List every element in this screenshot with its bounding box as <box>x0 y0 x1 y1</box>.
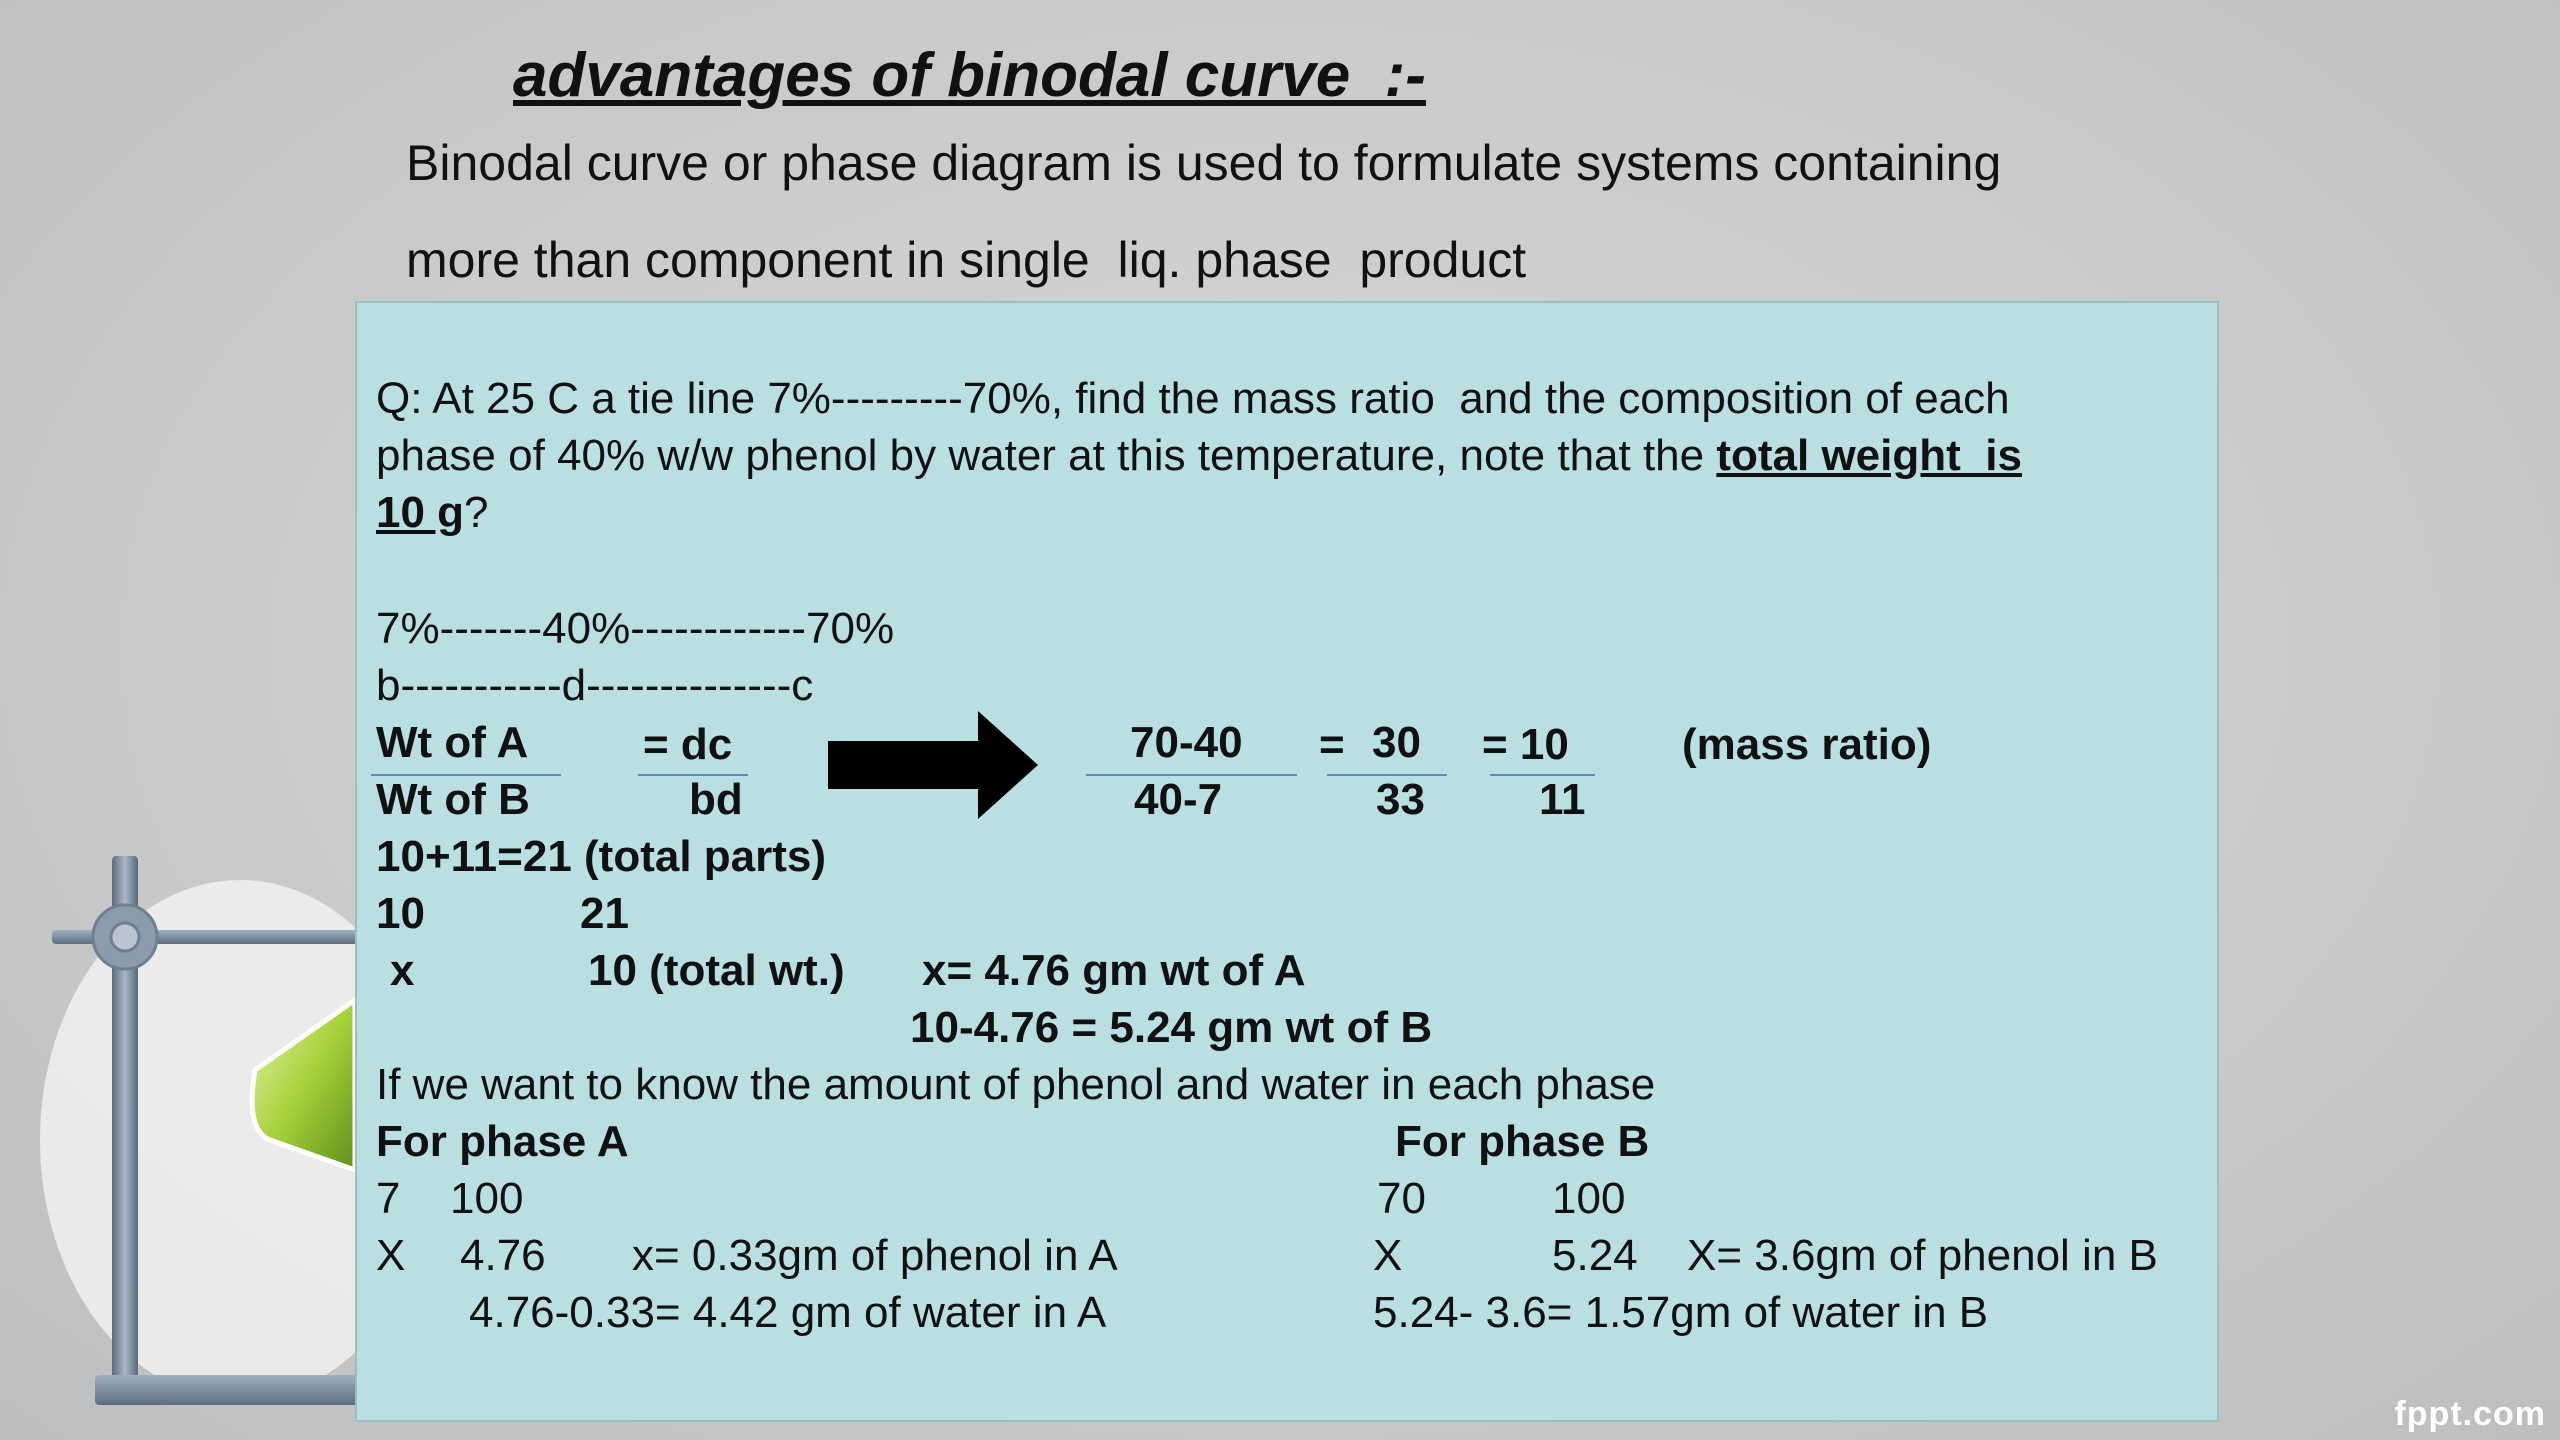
denominator-40-7: 40-7 <box>1134 775 1223 824</box>
phase-b-row2-a: X <box>1373 1231 1403 1280</box>
phase-b-row2-b: 5.24 <box>1552 1231 1638 1280</box>
result-wt-b: 10-4.76 = 5.24 gm wt of B <box>910 1003 1433 1052</box>
phase-a-water-result: 4.76-0.33= 4.42 gm of water in A <box>469 1288 1107 1337</box>
phase-b-heading: For phase B <box>1395 1117 1650 1166</box>
lab-stand-illustration <box>0 840 380 1440</box>
bd-label: bd <box>689 775 743 824</box>
proportion-row1-a: 10 <box>376 889 425 938</box>
question-line-3 <box>376 485 489 541</box>
intro-line-2: more than component in single liq. phase product <box>406 232 1527 288</box>
result-wt-a: x= 4.76 gm wt of A <box>922 946 1306 995</box>
numerator-70-40: 70-40 <box>1130 718 1243 767</box>
question-line-2-text: phase of 40% w/w phenol by water at this temperature, note that the <box>376 431 1717 480</box>
phase-intro: If we want to know the amount of phenol and water in each phase <box>376 1060 1656 1109</box>
equals-sign-2: = <box>1319 720 1345 769</box>
total-weight-emphasis: total weight is <box>1716 431 2022 480</box>
equals-10: = 10 <box>1482 720 1569 769</box>
phase-b-phenol-result: X= 3.6gm of phenol in B <box>1687 1231 2158 1280</box>
phase-a-row2-a: X <box>376 1231 406 1280</box>
denominator-33: 33 <box>1376 775 1425 824</box>
phase-b-row1-b: 100 <box>1552 1174 1626 1223</box>
fppt-watermark: fppt.com <box>2394 1395 2546 1433</box>
total-weight-value: 10 g <box>376 488 465 537</box>
phase-a-row2-b: 4.76 <box>460 1231 546 1280</box>
question-line-1: Q: At 25 C a tie line 7%---------70%, find the mass ratio and the composition of each <box>376 374 2010 423</box>
right-arrow-icon <box>828 711 1038 819</box>
total-parts: 10+11=21 (total parts) <box>376 832 827 881</box>
phase-a-phenol-result: x= 0.33gm of phenol in A <box>632 1231 1118 1280</box>
slide-title: advantages of binodal curve :- <box>513 41 1426 110</box>
proportion-row2-a: x <box>390 946 415 995</box>
intro-line-1: Binodal curve or phase diagram is used to formulate systems containing <box>406 135 2002 191</box>
phase-a-row1-a: 7 <box>376 1174 401 1223</box>
mass-ratio-label: (mass ratio) <box>1682 720 1932 769</box>
proportion-row1-b: 21 <box>580 889 629 938</box>
wt-of-a-label: Wt of A <box>376 718 529 767</box>
phase-b-water-result: 5.24- 3.6= 1.57gm of water in B <box>1373 1288 1989 1337</box>
wt-of-b-label: Wt of B <box>376 775 530 824</box>
worked-example-panel <box>355 301 2219 1422</box>
tie-line-letter-row: b-----------d--------------c <box>376 661 814 710</box>
question-mark: ? <box>464 488 489 537</box>
phase-a-row1-b: 100 <box>450 1174 524 1223</box>
phase-a-heading: For phase A <box>376 1117 629 1166</box>
phase-b-row1-a: 70 <box>1377 1174 1426 1223</box>
denominator-11: 11 <box>1539 775 1586 824</box>
numerator-30: 30 <box>1372 718 1421 767</box>
proportion-row2-b: 10 (total wt.) <box>588 946 845 995</box>
question-line-2 <box>376 428 2022 484</box>
equals-dc: = dc <box>643 720 733 769</box>
tie-line-percent-row: 7%-------40%------------70% <box>376 604 895 653</box>
